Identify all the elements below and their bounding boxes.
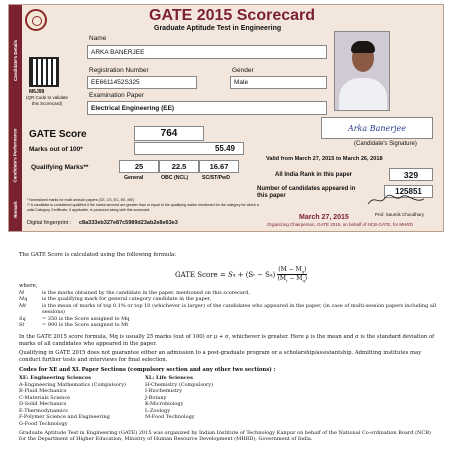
xl-item: J-Botany: [145, 394, 167, 401]
candidate-photo: [334, 31, 390, 111]
side-label-remark: Remark: [13, 200, 19, 218]
validity-text: Valid from March 27, 2015 to March 26, 2018: [266, 156, 383, 162]
formula-fraction: $\frac{(M - M_q)}{(M_t - M_q)}$: [277, 266, 308, 284]
def-symbol: St: [19, 322, 25, 329]
def-row: [19, 322, 437, 328]
issue-date: March 27, 2015: [299, 214, 349, 221]
def-text: = 350 is the Score assigned to Mq: [42, 315, 130, 322]
registration-label: Registration Number: [89, 67, 149, 74]
formula-minus: − S: [257, 270, 270, 279]
organiser-line: Organizing Chairperson, GATE 2015, on behalf of NCB-GATE, for MHRD: [267, 222, 413, 227]
qualifying-general: 25: [119, 160, 159, 173]
qualifying-obc: 22.5: [159, 160, 199, 173]
xe-heading: XE: Engineering Sciences: [19, 375, 91, 381]
air-label: All India Rank in this paper: [275, 172, 353, 178]
score-formula: GATE Score = S q + (S t − S q ) $\frac{(M - M_q)}{(M_t - M_q)}$: [175, 266, 308, 284]
candidate-signature: Arka Banerjee: [321, 117, 433, 139]
registration-field: EE6611452S325: [87, 76, 197, 89]
xe-column: [19, 375, 126, 427]
side-label-performance: Candidate's Performance: [13, 127, 18, 183]
qualifying-sc-st: 16.67: [199, 160, 239, 173]
where-label: where,: [19, 283, 38, 289]
note-normalized: * Normalized marks for multi-session papers (CE, CS, EC, EE, ME): [27, 198, 135, 202]
side-label-candidate-details: Candidate's Details: [13, 39, 18, 81]
qr-code-icon: [29, 57, 59, 87]
def-text: is the mean of marks of top 0.1% or top 10 (whichever is larger) of the candidates who appeared in the paper, (in case of multi-session papers including all sessions): [42, 302, 437, 316]
gate-score-value: 764: [134, 126, 204, 141]
formula-numerator: (M − M: [278, 266, 302, 273]
name-label: Name: [89, 35, 107, 42]
scorecard-title: GATE 2015 Scorecard: [149, 7, 316, 24]
gate-score-label: GATE Score: [29, 129, 87, 140]
chairperson-signature: [365, 192, 427, 208]
category-sc-st: SC/ST/PwD: [202, 175, 230, 181]
exam-paper-label: Examination Paper: [89, 92, 144, 99]
marks-value: 55.49: [134, 142, 244, 155]
def-text: = 900 is the Score assigned to Mt: [42, 322, 129, 329]
formula-plus: + (S: [237, 270, 254, 279]
gender-label: Gender: [232, 67, 254, 74]
fingerprint-value: c8a333eb327e87c5989d23ab2e8e63e3: [79, 220, 178, 226]
def-text: is the marks obtained by the candidate in the paper, mentioned on this scorecard,: [42, 290, 251, 296]
xl-item: I-Biochemistry: [145, 388, 183, 394]
scorecard-subtitle: Graduate Aptitude Test in Engineering: [154, 25, 282, 32]
definitions-list: [19, 290, 437, 328]
formula-sq: S: [228, 270, 233, 279]
qr-note: (QR Code to validate this Scorecard): [25, 95, 69, 106]
def-symbol: Sq: [19, 315, 26, 322]
formula-lhs: GATE Score =: [175, 270, 226, 279]
xe-item: D-Solid Mechanics: [19, 401, 67, 407]
name-field: ARKA BANERJEE: [87, 45, 327, 59]
scorecard-notes: [27, 198, 267, 212]
paragraph-qualifying: Qualifying in GATE 2015 does not guarantee either an admission to a post-graduate program or a scholarship/assistantship. Admitting institutes may conduct further tests and interviews for final selection.: [19, 350, 422, 363]
fingerprint-label: Digital fingerprint :: [27, 220, 72, 226]
def-symbol: M: [19, 290, 25, 296]
xl-item: L-Zoology: [145, 407, 171, 414]
candidates-value: 125851: [384, 185, 433, 198]
iit-seal-logo: [25, 9, 47, 31]
xl-item: M-Food Technology: [145, 414, 195, 420]
qr-code-id: M6J99: [29, 89, 45, 95]
xe-item: F-Polymer Science and Engineering: [19, 414, 110, 420]
marks-label: Marks out of 100*: [29, 146, 83, 153]
qualifying-label: Qualifying Marks**: [31, 164, 89, 171]
formula-close: ): [272, 270, 276, 279]
gender-field: Male: [230, 76, 327, 89]
xe-item: A-Engineering Mathematics (Compulsory): [19, 381, 126, 388]
candidates-label: Number of candidates appeared in this paper: [257, 186, 356, 199]
formula-denominator: (M: [277, 275, 287, 283]
def-symbol: Mt: [19, 302, 27, 309]
xl-item: H-Chemistry (Compulsory): [145, 381, 214, 388]
def-row: [19, 303, 437, 316]
xl-heading: XL: Life Sciences: [145, 375, 193, 381]
xl-item: K-Microbiology: [145, 401, 184, 407]
air-value: 329: [389, 168, 433, 181]
scorecard: [8, 4, 444, 232]
footer-text: Graduate Aptitude Test in Engineering (GATE) 2015 was organized by Indian Institute of Technology Kanpur on behalf of the National Co-ordination Board (NCB) for the Department of Higher Education, Ministry of Human Resource Development (MHRD), Government of India.: [19, 430, 431, 442]
codes-heading: Codes for XE and XL Paper Sections (compulsory section and any other two sections) :: [19, 367, 276, 373]
paragraph-mq: In the GATE 2015 score formula, Mq is usually 25 marks (out of 100) or μ + σ, whichever is greater. Here μ is the mean and σ is the standard deviation of marks of all candidates who appeared in the paper.: [19, 334, 435, 347]
note-qualified: ** A candidate is considered qualified if the marks secured are greater than or equal to the qualifying marks mentioned for the category for which a valid Category Certificate, if applicable, is produced along with this scorecard.: [27, 202, 259, 212]
category-general: General: [124, 175, 144, 181]
chairperson-name: Prof. Saumik Choudhury: [375, 212, 425, 217]
signature-caption: (Candidate's Signature): [354, 141, 417, 147]
xl-column: [145, 375, 213, 421]
xe-item: G-Food Technology: [19, 420, 68, 427]
category-obc: OBC (NCL): [161, 175, 189, 181]
xe-item: B-Fluid Mechanics: [19, 388, 67, 394]
scorecard-sidebar: [9, 5, 22, 231]
formula-intro: The GATE Score is calculated using the following formula:: [19, 252, 177, 258]
exam-paper-field: Electrical Engineering (EE): [87, 101, 327, 115]
def-symbol: Mq: [19, 296, 28, 303]
xe-item: C-Materials Science: [19, 394, 71, 401]
xe-item: E-Thermodynamics: [19, 407, 68, 414]
def-text: is the qualifying mark for general category candidate in the paper,: [42, 296, 212, 303]
